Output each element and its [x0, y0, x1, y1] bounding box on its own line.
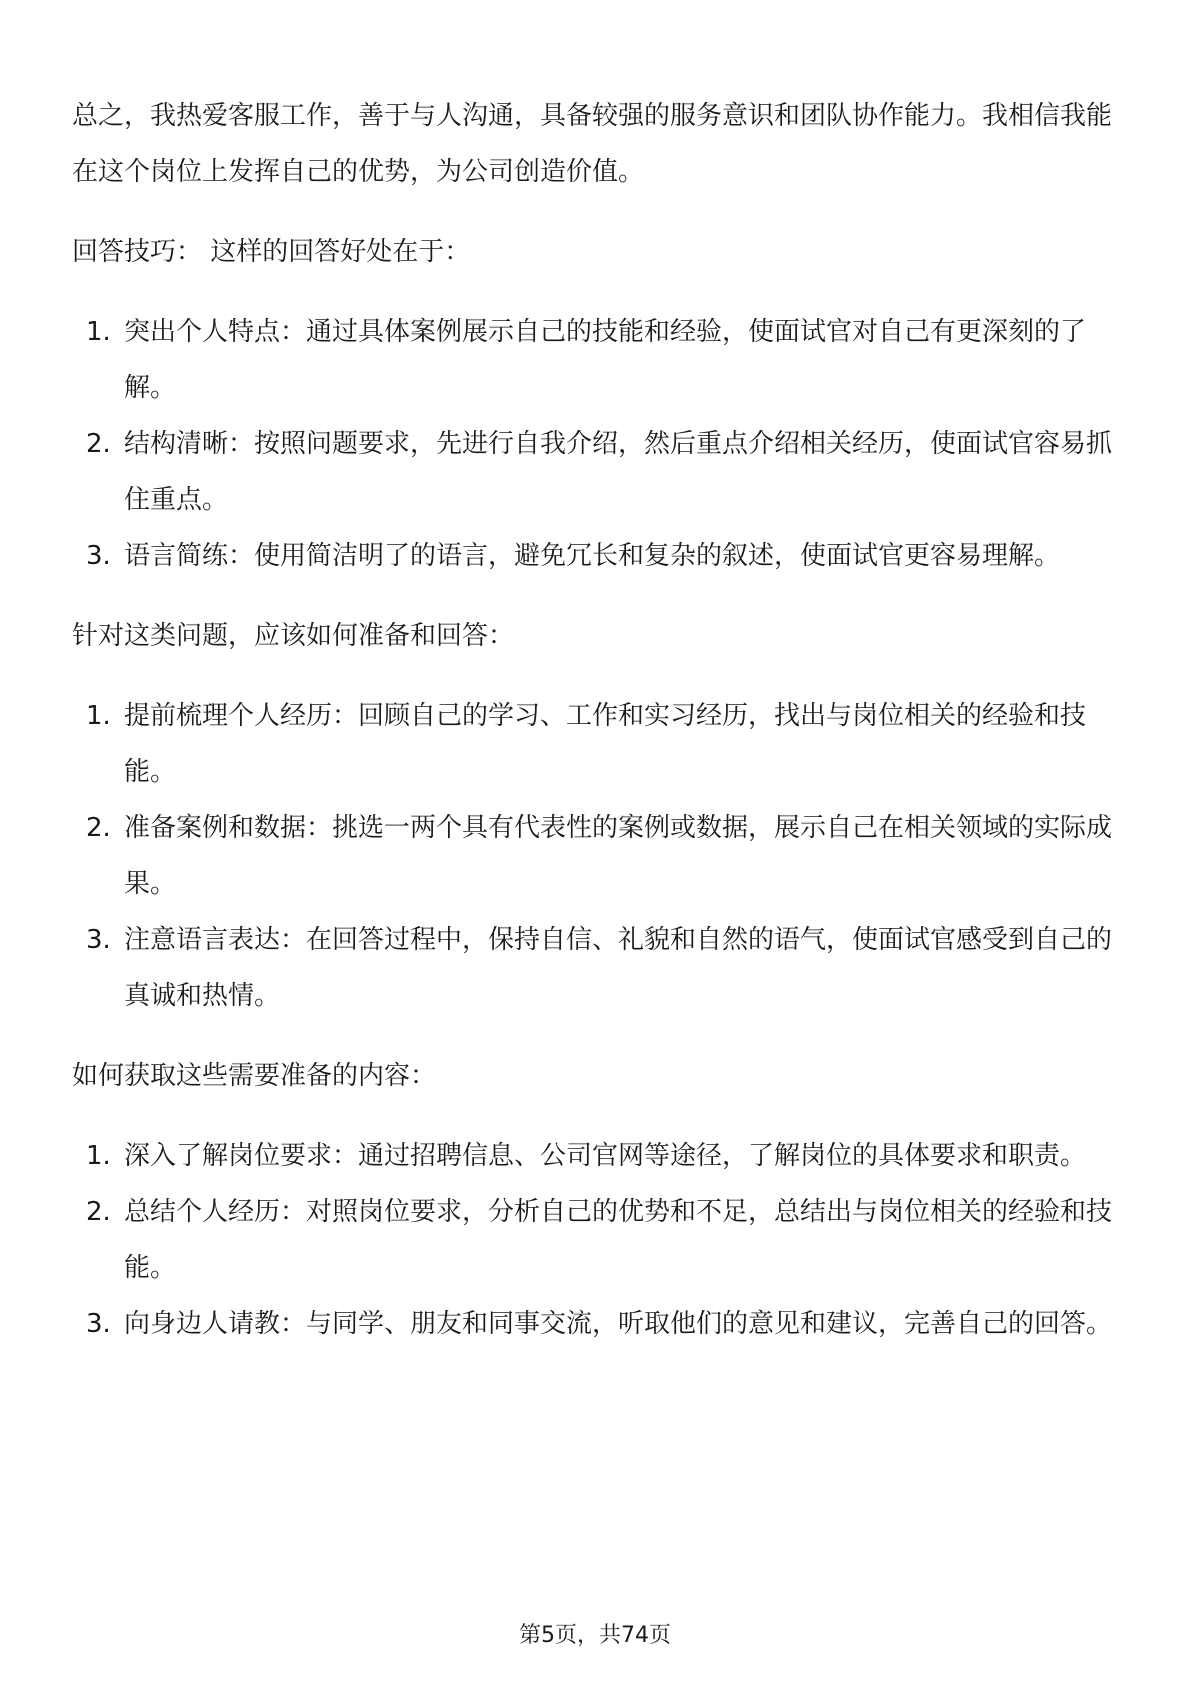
- tips-intro: 回答技巧： 这样的回答好处在于：: [72, 237, 471, 267]
- document-body: [72, 88, 1118, 1376]
- list-number: 2.: [86, 1197, 111, 1227]
- conclusion-paragraph: 总之，我热爱客服工作，善于与人沟通，具备较强的服务意识和团队协作能力。我相信我能在这个岗位上发挥自己的优势，为公司创造价值。: [72, 101, 1113, 187]
- prep-intro: 针对这类问题，应该如何准备和回答：: [72, 621, 515, 651]
- list-number: 3.: [86, 1309, 111, 1339]
- list-number: 3.: [86, 925, 111, 955]
- list-item: [72, 416, 1118, 528]
- list-item-text: 总结个人经历：对照岗位要求，分析自己的优势和不足，总结出与岗位相关的经验和技能。: [124, 1197, 1113, 1283]
- list-item: [72, 1128, 1118, 1184]
- list-item-text: 结构清晰：按照问题要求，先进行自我介绍，然后重点介绍相关经历，使面试官容易抓住重点。: [124, 429, 1113, 515]
- list-number: 1.: [86, 317, 111, 347]
- obtain-list: [72, 1128, 1118, 1352]
- list-item-text: 向身边人请教：与同学、朋友和同事交流，听取他们的意见和建议，完善自己的回答。: [124, 1309, 1113, 1339]
- list-number: 3.: [86, 541, 111, 571]
- list-number: 2.: [86, 813, 111, 843]
- page-number: 第5页，共74页: [519, 1623, 671, 1648]
- prep-list: [72, 688, 1118, 1024]
- list-item: [72, 528, 1118, 584]
- list-item: [72, 688, 1118, 800]
- list-number: 1.: [86, 1141, 111, 1171]
- list-item: [72, 800, 1118, 912]
- list-item: [72, 304, 1118, 416]
- list-item: [72, 1184, 1118, 1296]
- list-number: 2.: [86, 429, 111, 459]
- list-number: 1.: [86, 701, 111, 731]
- tips-list: [72, 304, 1118, 584]
- obtain-intro: 如何获取这些需要准备的内容：: [72, 1061, 437, 1091]
- list-item-text: 突出个人特点：通过具体案例展示自己的技能和经验，使面试官对自己有更深刻的了解。: [124, 317, 1087, 403]
- list-item-text: 提前梳理个人经历：回顾自己的学习、工作和实习经历，找出与岗位相关的经验和技能。: [124, 701, 1087, 787]
- list-item: [72, 912, 1118, 1024]
- list-item-text: 深入了解岗位要求：通过招聘信息、公司官网等途径，了解岗位的具体要求和职责。: [124, 1141, 1087, 1171]
- list-item-text: 准备案例和数据：挑选一两个具有代表性的案例或数据，展示自己在相关领域的实际成果。: [124, 813, 1113, 899]
- list-item-text: 注意语言表达：在回答过程中，保持自信、礼貌和自然的语气，使面试官感受到自己的真诚和热情。: [124, 925, 1113, 1011]
- list-item: [72, 1296, 1118, 1352]
- list-item-text: 语言简练：使用简洁明了的语言，避免冗长和复杂的叙述，使面试官更容易理解。: [124, 541, 1061, 571]
